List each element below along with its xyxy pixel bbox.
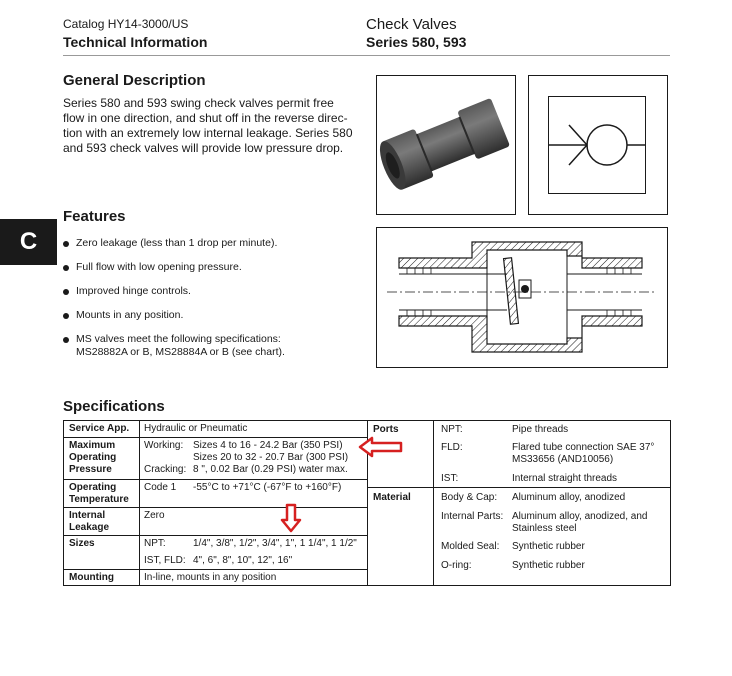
port-npt-key: NPT: <box>441 424 463 435</box>
material-oring-value: Synthetic rubber <box>512 560 585 571</box>
sizes-npt-value: 1/4", 3/8", 1/2", 3/4", 1", 1 1/4", 1 1/2" <box>193 538 357 549</box>
check-valve-symbol-icon <box>549 97 645 193</box>
pressure-cracking-value: 8 ", 0.02 Bar (0.29 PSI) water max. <box>193 464 348 475</box>
section-tab: C <box>0 219 57 265</box>
pressure-working-label: Working: <box>144 440 184 451</box>
material-body-value: Aluminum alloy, anodized <box>512 492 626 503</box>
bullet-icon <box>63 289 69 295</box>
section-title: Technical Information <box>63 34 208 50</box>
sizes-label: Sizes <box>69 538 95 549</box>
mounting-value: In-line, mounts in any position <box>144 572 277 583</box>
ports-label: Ports <box>373 424 399 435</box>
product-photo <box>376 75 516 215</box>
general-description-text: Series 580 and 593 swing check valves permit free flow in one direction, and shut off in the reverse direc- tion with an extremely low internal leakage. Series 580 and 593 check valves will provide low pressure drop. <box>63 96 353 155</box>
pressure-label: Maximum Operating Pressure <box>69 440 117 475</box>
general-description-heading: General Description <box>63 72 206 89</box>
port-npt-value: Pipe threads <box>512 424 569 435</box>
material-internal-value: Aluminum alloy, anodized, and Stainless steel <box>512 511 648 534</box>
sizes-ist-value: 4", 6", 8", 10", 12", 16" <box>193 555 293 566</box>
service-value: Hydraulic or Pneumatic <box>144 423 248 434</box>
feature-item: Mounts in any position. <box>63 309 363 322</box>
catalog-number: Catalog HY14-3000/US <box>63 17 189 31</box>
down-arrow-icon <box>280 503 302 533</box>
spec-right <box>368 421 670 585</box>
temperature-label: Operating Temperature <box>69 482 129 505</box>
check-valve-photo <box>377 76 515 214</box>
service-label: Service App. <box>69 423 130 434</box>
bullet-icon <box>63 265 69 271</box>
temperature-code: Code 1 <box>144 482 177 493</box>
product-line: Check Valves <box>366 16 457 33</box>
port-ist-value: Internal straight threads <box>512 473 618 484</box>
mounting-label: Mounting <box>69 572 114 583</box>
hydraulic-symbol-box <box>528 75 668 215</box>
temperature-value: -55°C to +71°C (-67°F to +160°F) <box>193 482 342 493</box>
spec-left <box>64 421 367 585</box>
leakage-value: Zero <box>144 510 165 521</box>
feature-item: Improved hinge controls. <box>63 285 363 298</box>
pressure-working-1: Sizes 4 to 16 - 24.2 Bar (350 PSI) <box>193 440 343 451</box>
port-fld-value: Flared tube connection SAE 37° MS33656 (AND10056) <box>512 442 655 465</box>
cross-section-drawing <box>376 227 668 368</box>
bullet-icon <box>63 313 69 319</box>
material-oring-key: O-ring: <box>441 560 472 571</box>
material-internal-key: Internal Parts: <box>441 511 504 522</box>
pressure-cracking-label: Cracking: <box>144 464 187 475</box>
bullet-icon <box>63 241 69 247</box>
feature-item: MS valves meet the following specifications: MS28882A or B, MS28884A or B (see chart). <box>63 333 363 359</box>
header-rule <box>63 55 670 56</box>
leakage-label: Internal Leakage <box>69 510 110 533</box>
features-heading: Features <box>63 208 126 225</box>
specifications-heading: Specifications <box>63 398 165 415</box>
port-fld-key: FLD: <box>441 442 463 453</box>
material-label: Material <box>373 492 411 503</box>
symbol-frame <box>548 96 646 194</box>
sizes-npt-label: NPT: <box>144 538 166 549</box>
material-seal-value: Synthetic rubber <box>512 541 585 552</box>
left-arrow-icon <box>358 436 404 458</box>
bullet-icon <box>63 337 69 343</box>
valve-cross-section <box>377 228 667 367</box>
sizes-ist-label: IST, FLD: <box>144 555 186 566</box>
material-body-key: Body & Cap: <box>441 492 498 503</box>
pressure-working-2: Sizes 20 to 32 - 20.7 Bar (300 PSI) <box>193 452 349 463</box>
feature-item: Zero leakage (less than 1 drop per minute). <box>63 237 363 250</box>
material-seal-key: Molded Seal: <box>441 541 500 552</box>
feature-item: Full flow with low opening pressure. <box>63 261 363 274</box>
port-ist-key: IST: <box>441 473 459 484</box>
series-title: Series 580, 593 <box>366 34 467 50</box>
